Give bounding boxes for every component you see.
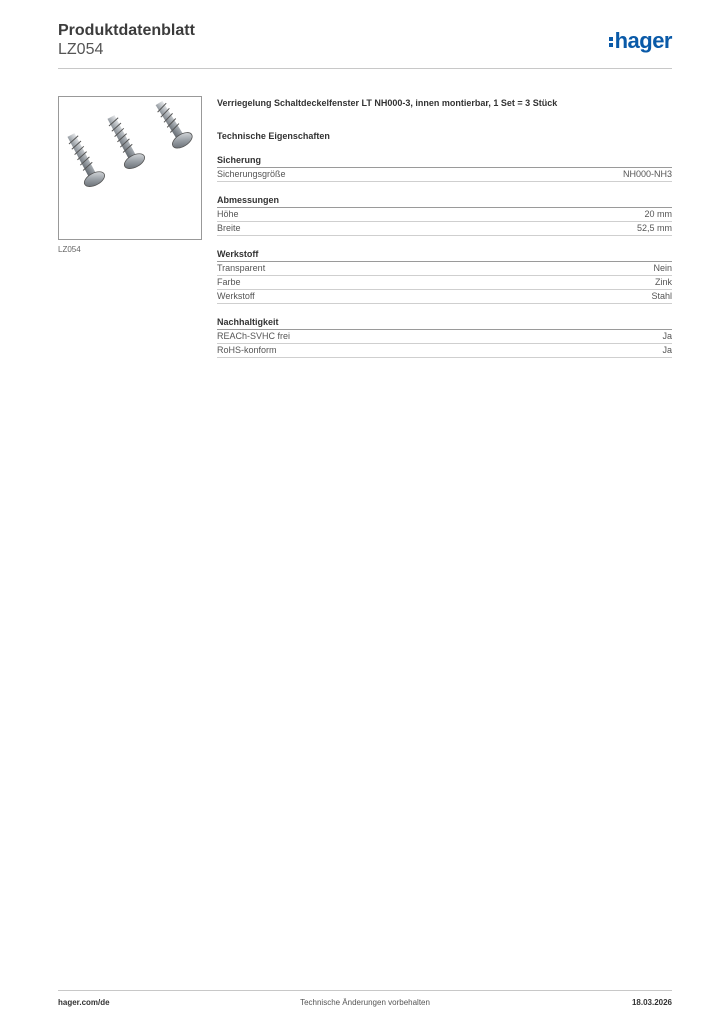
hager-logo bbox=[609, 28, 672, 54]
property-label: REACh-SVHC frei bbox=[217, 331, 291, 341]
product-description: Verriegelung Schaltdeckelfenster LT NH000-3, innen montierbar, 1 Set = 3 Stück bbox=[217, 98, 558, 108]
property-value: Zink bbox=[654, 277, 672, 287]
footer-notice: Technische Änderungen vorbehalten bbox=[300, 998, 430, 1007]
article-number: LZ054 bbox=[58, 41, 104, 58]
product-details bbox=[217, 97, 672, 358]
property-groups bbox=[217, 154, 672, 358]
property-value: Stahl bbox=[651, 291, 672, 301]
property-value: 20 mm bbox=[644, 209, 672, 219]
property-group bbox=[217, 154, 672, 182]
property-label: Transparent bbox=[217, 263, 266, 273]
group-title: Nachhaltigkeit bbox=[217, 316, 672, 330]
property-value: Ja bbox=[662, 331, 672, 341]
footer-divider bbox=[58, 990, 672, 991]
header-divider bbox=[58, 68, 672, 69]
page-header bbox=[58, 22, 672, 59]
image-caption: LZ054 bbox=[58, 245, 81, 254]
footer-date: 18.03.2026 bbox=[631, 998, 672, 1007]
property-value: Nein bbox=[653, 263, 672, 273]
property-label: Breite bbox=[217, 223, 241, 233]
property-value: 52,5 mm bbox=[636, 223, 672, 233]
property-label: Sicherungsgröße bbox=[217, 169, 286, 179]
property-value: Ja bbox=[662, 345, 672, 355]
logo-text: hager bbox=[614, 28, 672, 53]
section-heading: Technische Eigenschaften bbox=[217, 131, 330, 141]
property-group bbox=[217, 248, 672, 304]
footer-website-link[interactable]: hager.com/de bbox=[58, 998, 110, 1007]
property-label: RoHS-konform bbox=[217, 345, 277, 355]
property-row bbox=[217, 276, 672, 290]
property-row bbox=[217, 330, 672, 344]
property-row bbox=[217, 262, 672, 276]
logo-dots-icon bbox=[609, 35, 613, 49]
group-title: Abmessungen bbox=[217, 194, 672, 208]
screws-product-photo-icon bbox=[59, 97, 201, 239]
property-row bbox=[217, 208, 672, 222]
document-title: Produktdatenblatt bbox=[58, 22, 195, 39]
property-row bbox=[217, 222, 672, 236]
property-row bbox=[217, 290, 672, 304]
property-value: NH000-NH3 bbox=[622, 169, 672, 179]
group-title: Werkstoff bbox=[217, 248, 672, 262]
property-label: Farbe bbox=[217, 277, 241, 287]
property-label: Werkstoff bbox=[217, 291, 255, 301]
property-group bbox=[217, 316, 672, 358]
property-label: Höhe bbox=[217, 209, 239, 219]
product-image bbox=[58, 96, 202, 240]
property-row bbox=[217, 168, 672, 182]
group-title: Sicherung bbox=[217, 154, 672, 168]
property-group bbox=[217, 194, 672, 236]
property-row bbox=[217, 344, 672, 358]
